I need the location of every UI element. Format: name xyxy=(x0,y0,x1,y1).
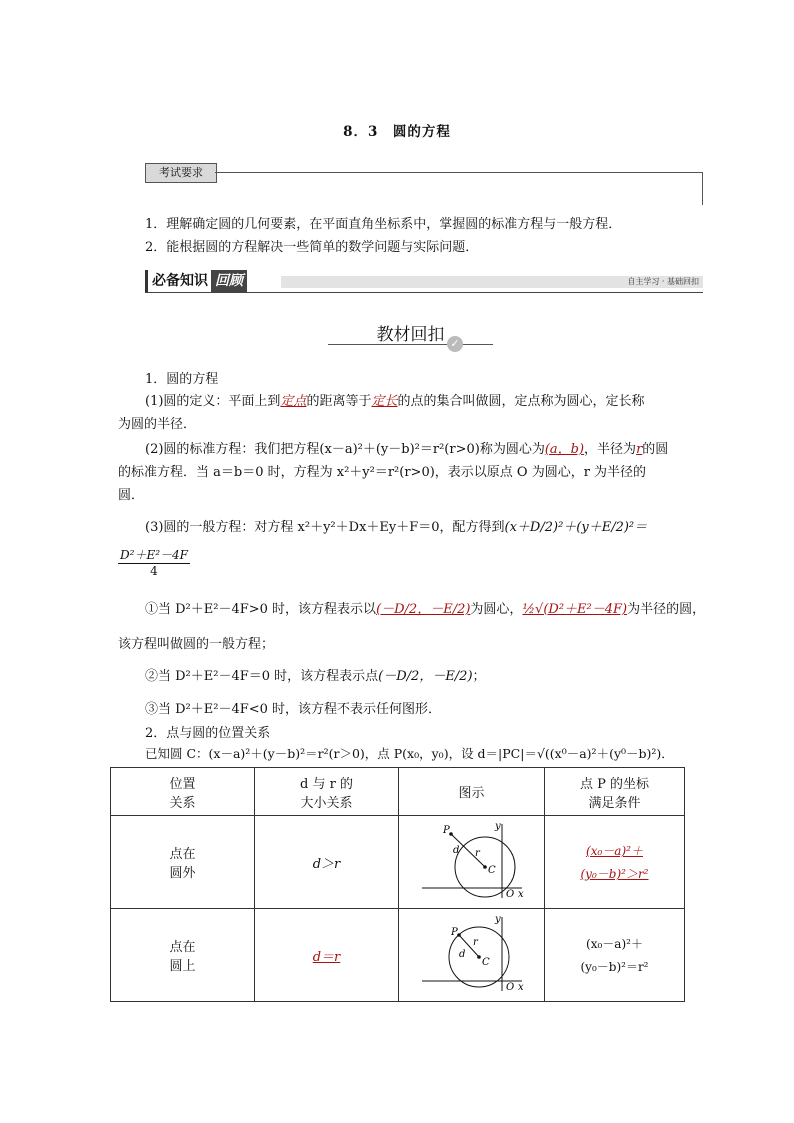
table-row xyxy=(111,816,685,909)
case-2-line xyxy=(145,665,486,684)
standard-equation-line-2: 的标准方程．当 a＝b＝0 时，方程为 x²＋y²＝r²(r>0)，表示以原点 O 为圆心，r 为半径的 xyxy=(118,465,647,480)
label-o: O xyxy=(505,889,514,900)
case-3-line: ③当 D²＋E²－4F<0 时，该方程不表示任何图形． xyxy=(145,702,442,717)
requirements-tab: 考试要求 xyxy=(145,163,217,183)
section-underline xyxy=(328,344,493,345)
label-x: x xyxy=(517,889,524,900)
divider xyxy=(145,292,703,293)
answer-blank: (a，b) xyxy=(544,442,585,457)
text: ②当 D²＋E²－4F＝0 时，该方程表示点 xyxy=(145,669,379,684)
definition-line-2: 为圆的半径． xyxy=(118,417,197,432)
requirement-2: 2．能根据圆的方程解决一些简单的数学问题与实际问题． xyxy=(145,240,479,255)
label-c: C xyxy=(481,957,490,968)
label-d: d xyxy=(452,845,459,856)
formula: (x＋D/2)²＋(y＋E/2)²＝ xyxy=(504,520,648,535)
banner-title xyxy=(145,270,247,292)
known-condition: 已知圆 C：(x－a)²＋(y－b)²＝r²(r＞0)，点 P(x₀，y₀)，设 d＝|PC|＝√((x⁰－a)²＋(y⁰－b)²)． xyxy=(145,746,674,761)
fraction xyxy=(118,546,190,578)
banner-label: 必备知识 xyxy=(152,273,208,289)
label-c: C xyxy=(487,865,496,876)
answer-blank: (－D/2，－E/2) xyxy=(376,602,471,617)
table-cell xyxy=(545,909,685,1002)
section-title: 教材回扣 xyxy=(376,325,445,345)
text: 为半径的圆， xyxy=(627,602,706,617)
condition-line-2: (y₀－b)²＞r² xyxy=(580,867,649,881)
table-cell: 点在 圆外 xyxy=(111,816,255,909)
table-header-row xyxy=(111,768,685,816)
text: (1)圆的定义：平面上到 xyxy=(145,394,281,409)
heading-1: 1．圆的方程 xyxy=(145,372,219,387)
table-cell: d＝r xyxy=(255,909,399,1002)
table-cell: d＞r xyxy=(255,816,399,909)
general-equation-line xyxy=(145,516,647,535)
table-header: 图示 xyxy=(399,768,545,816)
text: (3)圆的一般方程：对方程 x²＋y²＋Dx＋Ey＋F＝0，配方得到 xyxy=(145,520,505,535)
answer-blank: 定长 xyxy=(371,394,398,409)
case-1-line-2: 该方程叫做圆的一般方程； xyxy=(118,637,275,652)
text: ； xyxy=(472,669,486,684)
page-title: 8．3 圆的方程 xyxy=(343,124,451,140)
fraction-denominator: 4 xyxy=(150,564,158,578)
table-header: 点 P 的坐标 满足条件 xyxy=(545,768,685,816)
answer-blank: r xyxy=(636,442,643,457)
table-row xyxy=(111,909,685,1002)
label-r: r xyxy=(472,937,478,948)
circle-on-figure xyxy=(417,913,527,993)
label-o: O xyxy=(505,982,514,993)
standard-equation-line xyxy=(145,438,685,457)
requirements-box xyxy=(145,163,703,205)
label-p: P xyxy=(442,825,450,836)
table-cell xyxy=(545,816,685,909)
table-header: 位置 关系 xyxy=(111,768,255,816)
label-d: d xyxy=(458,949,465,960)
check-icon: ✓ xyxy=(447,336,463,352)
position-table xyxy=(110,767,685,1002)
case-1-line xyxy=(145,598,705,617)
text: 为圆心， xyxy=(470,602,523,617)
requirement-1: 1．理解确定圆的几何要素，在平面直角坐标系中，掌握圆的标准方程与一般方程． xyxy=(145,217,622,232)
point-p xyxy=(449,832,453,836)
label-y: y xyxy=(494,914,501,925)
answer-blank: ½√(D²＋E²－4F) xyxy=(522,602,628,617)
circle-outside-figure xyxy=(417,820,527,900)
banner-subtitle: 自主学习 · 基础回扣 xyxy=(627,277,699,286)
table-cell: 点在 圆上 xyxy=(111,909,255,1002)
condition-line-2: (y₀－b)²＝r² xyxy=(580,960,649,974)
answer-blank: 定点 xyxy=(280,394,307,409)
text: ，半径为 xyxy=(584,442,637,457)
banner-highlight: 回顾 xyxy=(211,270,247,292)
formula: (－D/2，－E/2) xyxy=(378,669,473,684)
heading-2: 2．点与圆的位置关系 xyxy=(145,726,271,741)
text: 的圆 xyxy=(642,442,669,457)
fraction-numerator: D²＋E²－4F xyxy=(118,546,190,564)
definition-line xyxy=(145,390,685,409)
label-p: P xyxy=(450,927,458,938)
label-y: y xyxy=(494,821,501,832)
condition-line-1: (x₀－a)²＋ xyxy=(586,937,643,951)
condition-line-1: (x₀－a)²＋ xyxy=(586,844,643,858)
point-p xyxy=(457,933,461,937)
label-x: x xyxy=(517,982,524,993)
text: 的距离等于 xyxy=(306,394,372,409)
standard-equation-line-3: 圆． xyxy=(118,488,145,503)
figure-cell xyxy=(399,816,545,909)
label-r: r xyxy=(474,848,480,859)
text: ①当 D²＋E²－4F>0 时，该方程表示以 xyxy=(145,602,377,617)
point-c xyxy=(477,955,481,959)
figure-cell xyxy=(399,909,545,1002)
text: 的点的集合叫做圆，定点称为圆心，定长称 xyxy=(397,394,645,409)
knowledge-banner xyxy=(145,270,703,294)
table-header: d 与 r 的 大小关系 xyxy=(255,768,399,816)
divider xyxy=(215,172,703,173)
text: (2)圆的标准方程：我们把方程(x－a)²＋(y－b)²＝r²(r>0)称为圆心为 xyxy=(145,442,545,457)
point-c xyxy=(483,865,487,869)
divider xyxy=(702,172,703,205)
